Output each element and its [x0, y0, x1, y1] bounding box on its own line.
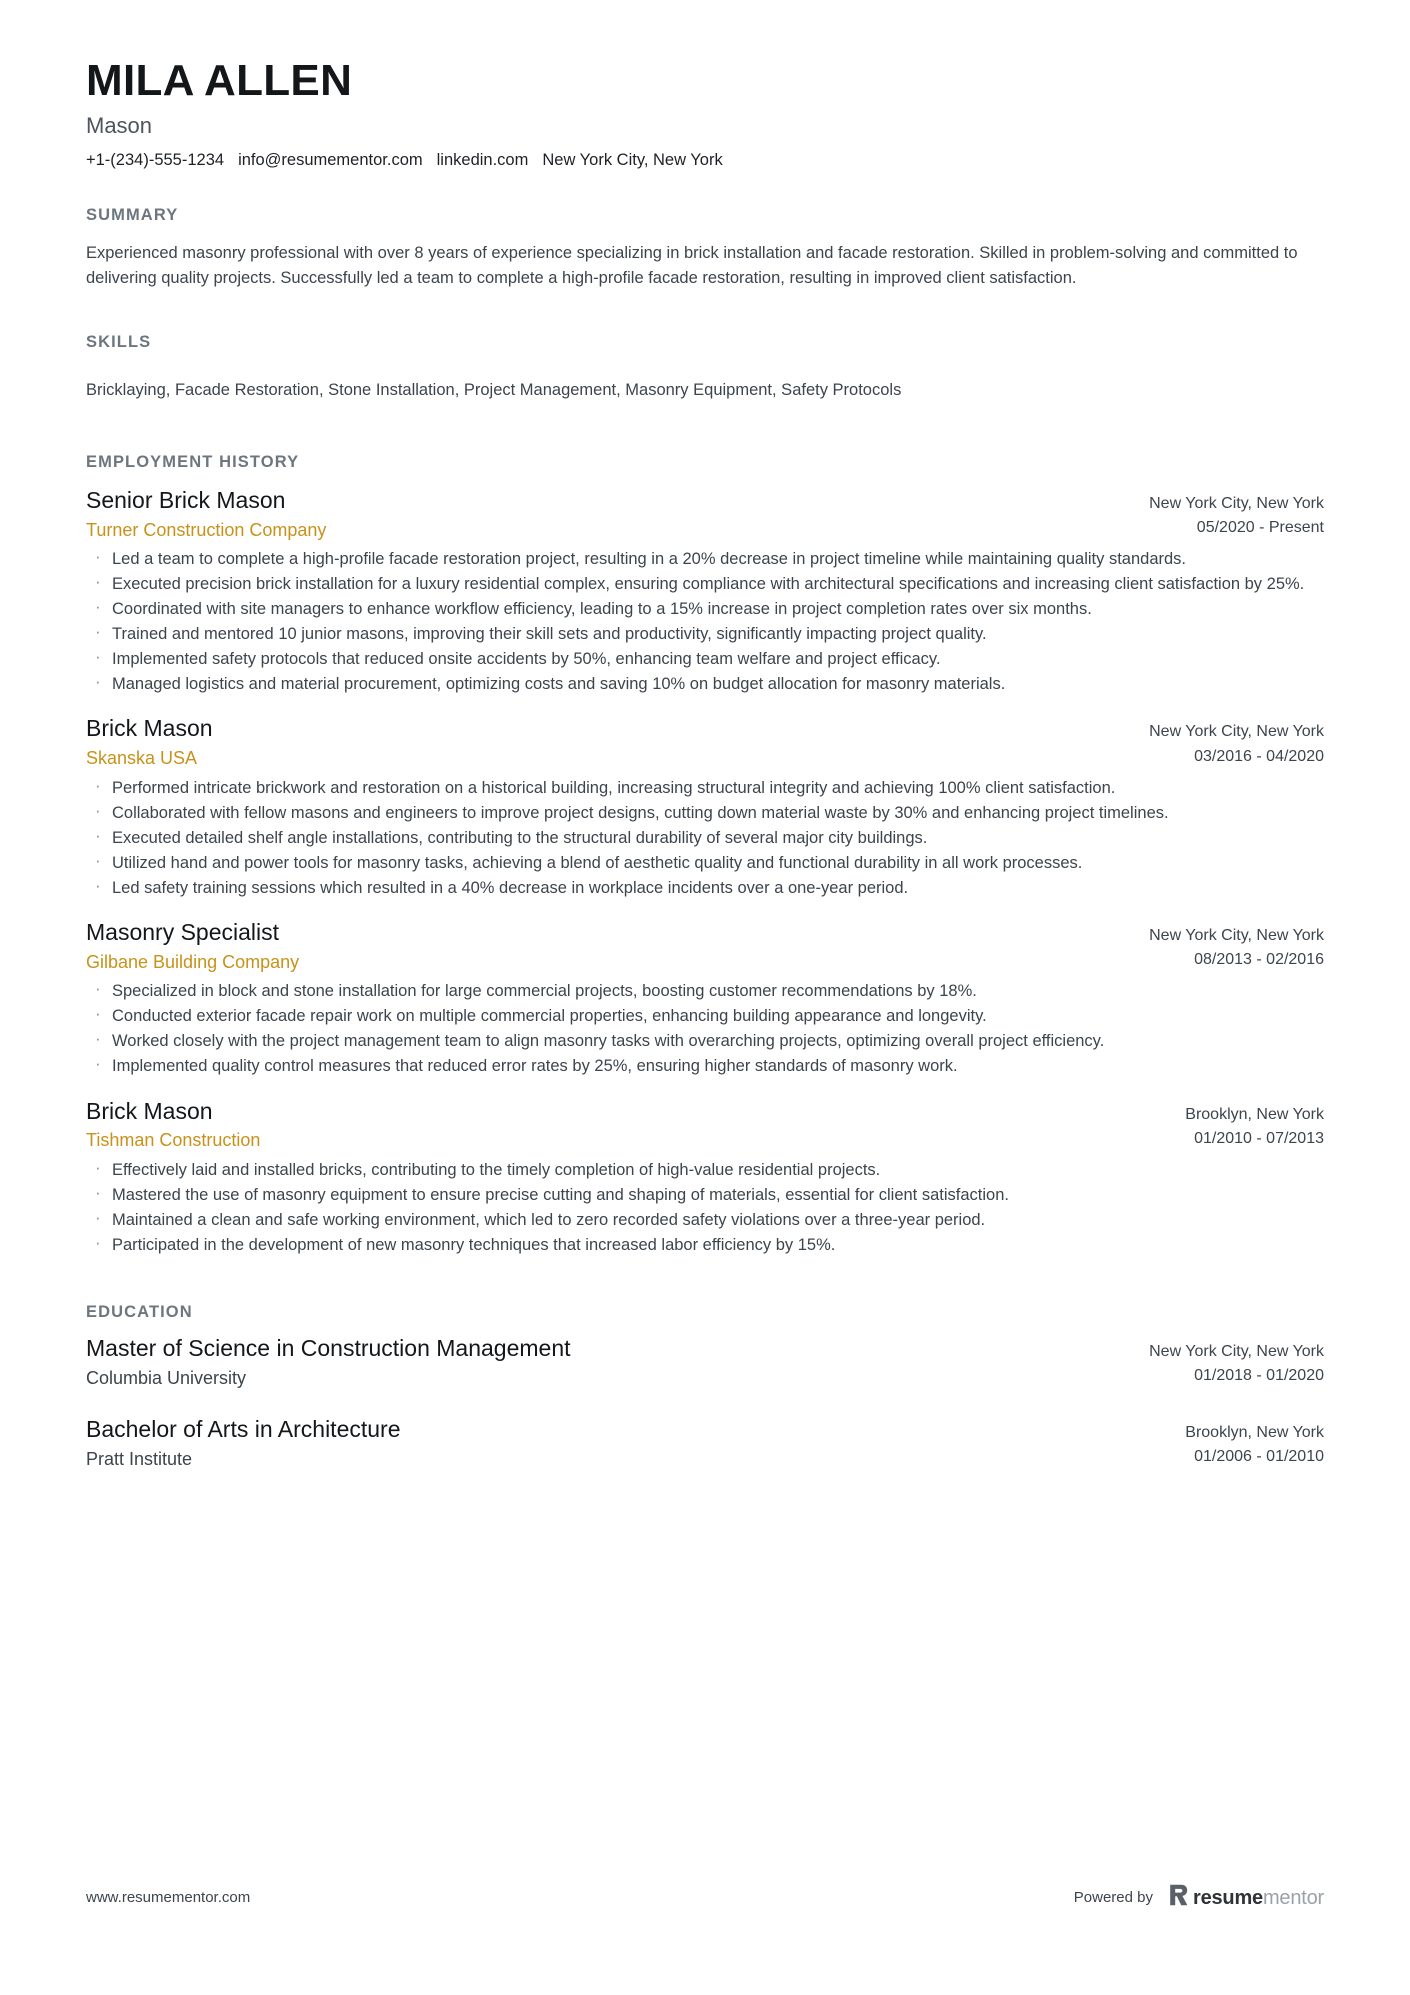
job-bullet-list — [86, 979, 1324, 1078]
education-location: New York City, New York — [1149, 1343, 1324, 1360]
job-role: Brick Mason — [86, 1097, 213, 1124]
resume-header — [86, 0, 1324, 172]
education-entry-right — [1163, 1415, 1324, 1470]
job-bullet-list — [86, 547, 1324, 696]
resumementor-logo — [1169, 1884, 1324, 1911]
job-bullet: · Implemented quality control measures that reduced error rates by 25%, ensuring higher standards of masonry work. — [86, 1054, 1324, 1078]
job-bullet: · Led a team to complete a high-profile facade restoration project, resulting in a 20% decrease in project timeline while maintaining quality standards. — [86, 547, 1324, 571]
education-entry — [86, 1415, 1324, 1472]
contact-linkedin: linkedin.com — [436, 150, 529, 169]
job-bullet: · Specialized in block and stone installation for large commercial projects, boosting customer recommendations by 18%. — [86, 979, 1324, 1003]
job-bullet: · Utilized hand and power tools for masonry tasks, achieving a blend of aesthetic quality and functional durability in all work processes. — [86, 851, 1324, 875]
job-dates: 01/2010 - 07/2013 — [1194, 1129, 1324, 1147]
job-bullet: · Coordinated with site managers to enhance workflow efficiency, leading to a 15% increase in project completion rates over six months. — [86, 597, 1324, 621]
job-location: New York City, New York — [1149, 723, 1324, 741]
education-entry-header — [86, 1334, 1324, 1391]
job-bullet: · Effectively laid and installed bricks, contributing to the timely completion of high-value residential projects. — [86, 1158, 1324, 1182]
job-bullet: · Worked closely with the project management team to align masonry tasks with overarching projects, optimizing overall project efficiency. — [86, 1029, 1324, 1053]
contact-email: info@resumementor.com — [238, 150, 423, 169]
resumementor-logo-mark-icon — [1169, 1884, 1188, 1911]
education-entry-right — [1127, 1334, 1324, 1389]
education-section — [86, 1303, 1324, 1472]
job-bullet: · Maintained a clean and safe working environment, which led to zero recorded safety violations over a three-year period. — [86, 1208, 1324, 1232]
job-role: Senior Brick Mason — [86, 486, 286, 513]
job-bullet-list — [86, 776, 1324, 900]
job-dates: 03/2016 - 04/2020 — [1194, 747, 1324, 765]
employment-entry-left — [86, 1097, 1163, 1153]
job-bullet: · Executed precision brick installation for a luxury residential complex, ensuring compliance with architectural specifications and increasing client satisfaction by 25%. — [86, 572, 1324, 596]
job-role: Masonry Specialist — [86, 919, 280, 945]
skills-section — [86, 333, 1324, 403]
job-location: New York City, New York — [1149, 927, 1324, 944]
job-role: Brick Mason — [86, 715, 213, 742]
job-dates: 05/2020 - Present — [1196, 519, 1324, 537]
education-degree: Bachelor of Arts in Architecture — [86, 1416, 401, 1443]
job-company: Turner Construction Company — [86, 519, 327, 540]
job-bullet: · Implemented safety protocols that reduced onsite accidents by 50%, enhancing team welfare and project efficacy. — [86, 647, 1324, 671]
logo-text-primary: resume — [1193, 1886, 1263, 1909]
employment-entry — [86, 714, 1324, 900]
job-company: Gilbane Building Company — [86, 951, 300, 972]
summary-section — [86, 206, 1324, 291]
skills-text: Bricklaying, Facade Restoration, Stone Installation, Project Management, Masonry Equipment, Safety Protocols — [86, 381, 902, 400]
employment-entry — [86, 486, 1324, 697]
employment-entry-right — [1127, 714, 1324, 769]
footer-branding — [1074, 1884, 1324, 1911]
job-bullet: · Participated in the development of new masonry techniques that increased labor efficiency by 15%. — [86, 1233, 1324, 1257]
candidate-name: MILA ALLEN — [86, 56, 353, 105]
employment-entry-header — [86, 486, 1324, 542]
employment-entry — [86, 1097, 1324, 1258]
education-dates: 01/2018 - 01/2020 — [1194, 1367, 1324, 1385]
resumementor-logo-text — [1193, 1888, 1324, 1908]
logo-text-secondary: mentor — [1262, 1886, 1324, 1909]
job-bullet: · Performed intricate brickwork and restoration on a historical building, increasing structural integrity and achieving 100% client satisfaction. — [86, 776, 1324, 800]
education-degree: Master of Science in Construction Management — [86, 1335, 571, 1361]
employment-entry — [86, 918, 1324, 1079]
summary-text: Experienced masonry professional with over 8 years of experience specializing in brick installation and facade restoration. Skilled in problem-solving and committed to delivering quality projects. Successfully led a team to complete a high-profile facade restoration, resulting in improved client satisfaction. — [86, 243, 1298, 287]
job-dates: 08/2013 - 02/2016 — [1194, 951, 1324, 969]
contact-location: New York City, New York — [542, 150, 723, 169]
job-company: Tishman Construction — [86, 1130, 261, 1151]
employment-entry-left — [86, 486, 1127, 542]
education-entry-header — [86, 1415, 1324, 1472]
employment-history-section — [86, 453, 1324, 1257]
job-location: New York City, New York — [1149, 494, 1324, 512]
contact-line — [86, 149, 1324, 172]
employment-entry-left — [86, 918, 1127, 974]
job-location: Brooklyn, New York — [1185, 1105, 1324, 1123]
skills-section-title: SKILLS — [86, 333, 152, 352]
education-dates: 01/2006 - 01/2010 — [1194, 1448, 1324, 1466]
education-entry — [86, 1334, 1324, 1391]
contact-phone: +1-(234)-555-1234 — [86, 150, 225, 169]
page-footer — [86, 1884, 1324, 1911]
education-section-title: EDUCATION — [86, 1303, 193, 1321]
employment-entry-right — [1127, 918, 1324, 973]
employment-entry-header — [86, 1097, 1324, 1153]
employment-entry-right — [1163, 1097, 1324, 1152]
job-bullet: · Mastered the use of masonry equipment to ensure precise cutting and shaping of materials, essential for client satisfaction. — [86, 1183, 1324, 1207]
summary-section-title: SUMMARY — [86, 205, 179, 224]
education-school: Columbia University — [86, 1367, 247, 1388]
footer-website-url: www.resumementor.com — [86, 1889, 251, 1906]
employment-entry-right — [1127, 486, 1324, 541]
employment-section-title: EMPLOYMENT HISTORY — [86, 452, 300, 471]
job-bullet: · Managed logistics and material procurement, optimizing costs and saving 10% on budget allocation for masonry materials. — [86, 672, 1324, 696]
employment-entry-header — [86, 918, 1324, 974]
powered-by-label: Powered by — [1073, 1889, 1153, 1906]
education-school: Pratt Institute — [86, 1448, 193, 1469]
job-bullet: · Trained and mentored 10 junior masons, improving their skill sets and productivity, significantly impacting project quality. — [86, 622, 1324, 646]
employment-entry-header — [86, 714, 1324, 770]
job-bullet: · Led safety training sessions which resulted in a 40% decrease in workplace incidents over a one-year period. — [86, 876, 1324, 900]
job-bullet: · Executed detailed shelf angle installations, contributing to the structural durability of several major city buildings. — [86, 826, 1324, 850]
job-company: Skanska USA — [86, 748, 198, 769]
employment-entry-left — [86, 714, 1127, 770]
education-entry-left — [86, 1334, 1127, 1391]
candidate-job-title: Mason — [86, 113, 153, 139]
job-bullet: · Conducted exterior facade repair work on multiple commercial properties, enhancing building appearance and longevity. — [86, 1004, 1324, 1028]
job-bullet: · Collaborated with fellow masons and engineers to improve project designs, cutting down material waste by 30% and enhancing project timelines. — [86, 801, 1324, 825]
job-bullet-list — [86, 1158, 1324, 1257]
education-entry-left — [86, 1415, 1163, 1472]
education-location: Brooklyn, New York — [1185, 1424, 1324, 1442]
